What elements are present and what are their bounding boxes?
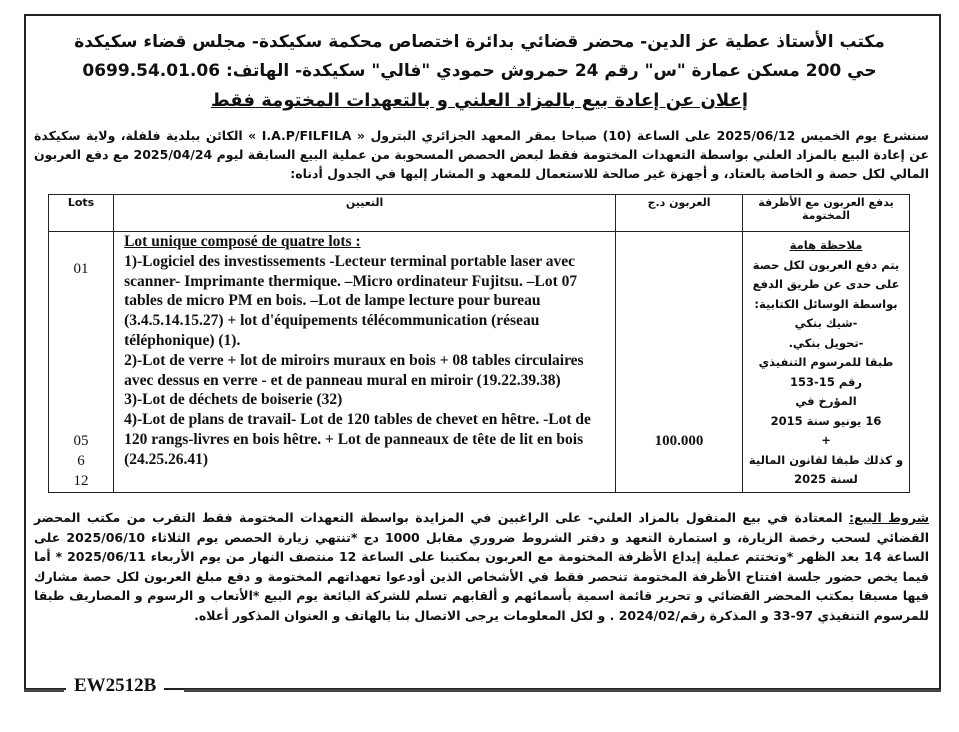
lot-heading: Lot unique composé de quatre lots : bbox=[124, 233, 361, 250]
conditions-text: المعتادة في بيع المنقول بالمزاد العلني- على الراغبين في المزايدة بواسطة التعهدات المختومة فقط التقرب من مكتب المحضر القضائي لسحب رخصة الزيارة، و استمارة التعهد و دفتر الشروط ضروري مقابل 1000 دج *تنتهي زيارة الحصص يوم الثلاثاء 2025/06/10 على الساعة 14 بعد الظهر *وتختتم عملية إيداع الأظرفة المختومة مع العربون بمكتبنا على الساعة 12 منتصف النهار من يوم الأربعاء 2025/06/11 * أما فيما يخص حضور جلسة افتتاح الأظرفة المختومة تنحصر فقط في الأشخاص الذين أودعوا تعهداتهم المختومة و دفع مبلغ العربون لكل حصة مشارك فيها مسبقا بمكتب المحضر القضائي و تحرير قائمة اسمية بأسمائهم و ألقابهم تسلم للشركة البائعة يوم البيع *الأتعاب و الرسوم و المصاريف طبقا للمرسوم التنفيذي 97-33 و المذكرة رقم/2024/02 . و لكل المعلومات يرجى الاتصال بنا بالهاتف و العنوان المذكور أعلاه. bbox=[34, 510, 930, 623]
note-line: بواسطة الوسائل الكتابية: bbox=[754, 296, 898, 311]
lot-item-4: 4)-Lot de plans de travail- Lot de 120 tables de chevet en hêtre. -Lot de 120 rangs-livres en bois hêtre. + Lot de panneaux de tête de lit en bois (24.25.26.41) bbox=[124, 411, 591, 468]
header-payment: يدفع العربون مع الأظرفة المختومة bbox=[743, 195, 910, 232]
lots-cell bbox=[49, 232, 114, 493]
intro-paragraph: سنشرع يوم الخميس 2025/06/12 على الساعة (10) صباحا بمقر المعهد الجزائري البترول « I.A.P/FILFILA » الكائن ببلدية فلفلة، ولاية سكيكدة عن إعادة البيع بالمزاد العلني بواسطة التعهدات المختومة فقط لبعض الحصص المسحوبة من عملية البيع السابقة ليوم 2025/04/24 مع دفع العربون المالي لكل حصة و الخاصة بالعتاد، و أجهزة غير صالحة للاستعمال للمعهد و المشار إليها في الجدول أدناه: bbox=[34, 128, 929, 181]
note-line: يتم دفع العربون لكل حصة bbox=[752, 257, 900, 272]
note-line: رقم 15-153 bbox=[790, 374, 863, 389]
lot-number: 01 bbox=[73, 261, 89, 277]
lot-number: 12 bbox=[73, 473, 89, 489]
conditions-label: شروط البيع: bbox=[849, 510, 929, 525]
note-line: طبقا للمرسوم التنفيذي bbox=[758, 355, 894, 369]
payment-note-cell bbox=[743, 232, 910, 493]
note-line: 16 يونيو سنة 2015 bbox=[770, 413, 882, 428]
lot-number: 6 bbox=[77, 453, 85, 469]
lot-item-3: 3)-Lot de déchets de boiserie (32) bbox=[124, 391, 343, 409]
note-title: ملاحظة هامة bbox=[789, 238, 863, 252]
lot-number: 05 bbox=[73, 433, 89, 449]
deposit-cell bbox=[616, 232, 743, 493]
office-address: حي 200 مسكن عمارة "س" رقم 24 حمروش حمودي "فالي" سكيكدة- الهاتف: 0699.54.01.06 bbox=[82, 61, 877, 81]
sale-conditions bbox=[34, 508, 929, 625]
notice-title: إعلان عن إعادة بيع بالمزاد العلني و بالتعهدات المختومة فقط bbox=[210, 90, 748, 111]
note-line: + bbox=[821, 433, 831, 447]
note-line: -شيك بنكي bbox=[794, 316, 858, 330]
footer-rule-left bbox=[24, 689, 64, 692]
note-line: -تحويل بنكي. bbox=[788, 335, 864, 350]
note-line: و كذلك طبقا لقانون المالية bbox=[748, 452, 904, 467]
designation-cell bbox=[114, 232, 616, 493]
header-designation: التعيين bbox=[114, 195, 616, 232]
reference-code: EW2512B bbox=[66, 675, 164, 697]
lot-item-2: 2)-Lot de verre + lot de miroirs muraux en bois + 08 tables circulaires avec dessus en verre - et de panneau mural en miroir (19.22.39.38) bbox=[124, 351, 584, 389]
table-row bbox=[49, 232, 910, 493]
office-header: مكتب الأستاذ عطية عز الدين- محضر قضائي بدائرة اختصاص محكمة سكيكدة- مجلس قضاء سكيكدة bbox=[74, 32, 885, 52]
note-line: لسنة 2025 bbox=[794, 472, 858, 486]
lot-item-1: 1)-Logiciel des investissements -Lecteur terminal portable laser avec scanner- Imprimante thermique. –Micro ordinateur Fujitsu. –Lot 07 tables de micro PM en bois. –Lot de lampe lecture pour bureau (3.4.5.14.15.27) + lot d'équipements télécommunication (réseau téléphonique) (1). bbox=[124, 252, 578, 349]
note-line: على حدى عن طريق الدفع bbox=[752, 277, 900, 291]
footer-rule-right bbox=[184, 689, 941, 692]
header-lots: Lots bbox=[49, 195, 114, 232]
header-deposit: العربون د.ج bbox=[616, 195, 743, 232]
note-line: المؤرخ في bbox=[795, 394, 857, 408]
lots-table bbox=[48, 194, 910, 493]
deposit-amount: 100.000 bbox=[654, 433, 704, 449]
table-header-row bbox=[49, 195, 910, 232]
